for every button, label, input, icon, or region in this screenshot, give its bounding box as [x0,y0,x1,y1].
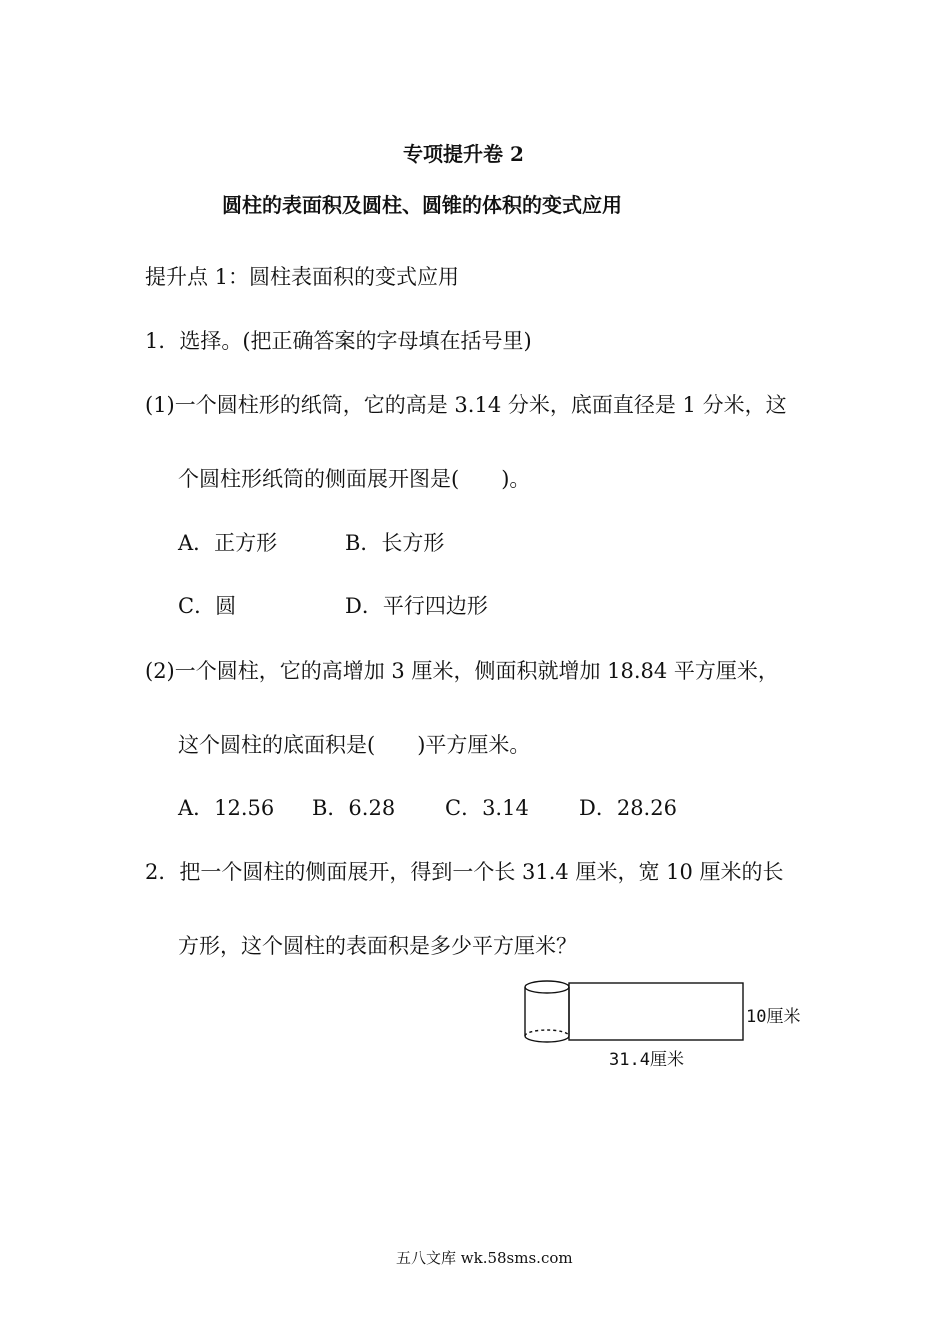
option-1-2-d: D．28.26 [579,796,677,820]
page-title: 专项提升卷 2 [403,142,524,166]
option-1-1-c: C．圆 [178,594,237,618]
question-1-2-line2: 这个圆柱的底面积是( )平方厘米。 [178,733,531,757]
question-2-line1: 2．把一个圆柱的侧面展开，得到一个长 31.4 厘米，宽 10 厘米的长 [145,860,784,884]
option-1-1-d: D．平行四边形 [345,594,488,618]
footer-source: 五八文库 wk.58sms.com [396,1249,573,1267]
option-1-1-a: A．正方形 [178,531,278,555]
cylinder-shape [525,981,569,1042]
question-1-1-line2: 个圆柱形纸筒的侧面展开图是( )。 [178,467,531,491]
unfolded-rectangle [569,983,743,1040]
question-2-line2: 方形，这个圆柱的表面积是多少平方厘米？ [178,934,577,958]
section-heading: 提升点 1：圆柱表面积的变式应用 [145,265,460,289]
width-label: 10厘米 [746,1007,801,1027]
option-1-1-b: B．长方形 [345,531,445,555]
option-1-2-b: B．6.28 [312,796,396,820]
page-subtitle: 圆柱的表面积及圆柱、圆锥的体积的变式应用 [222,193,622,217]
question-1-1-line1: (1)一个圆柱形的纸筒，它的高是 3.14 分米，底面直径是 1 分米，这 [145,393,787,417]
option-1-2-c: C．3.14 [445,796,529,820]
question-1-stem: 1．选择。(把正确答案的字母填在括号里) [145,329,532,353]
length-label: 31.4厘米 [609,1050,684,1070]
option-1-2-a: A．12.56 [178,796,275,820]
question-1-2-line1: (2)一个圆柱，它的高增加 3 厘米，侧面积就增加 18.84 平方厘米， [145,659,779,683]
